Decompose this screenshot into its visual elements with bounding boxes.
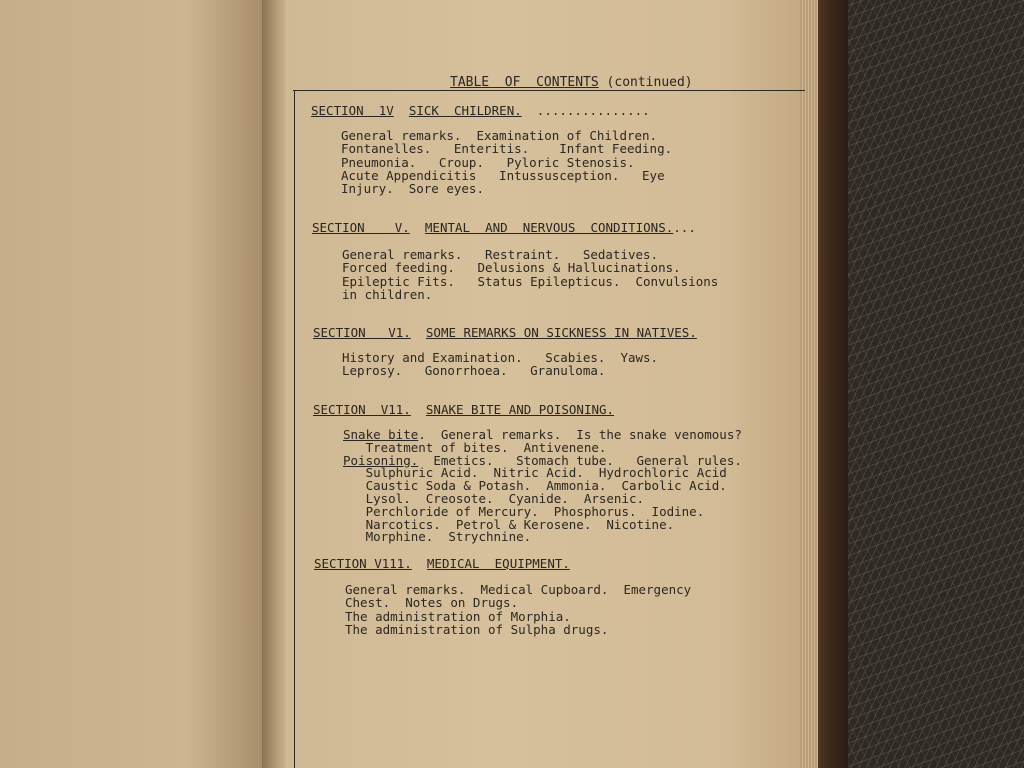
section-dots: ... xyxy=(673,220,696,235)
section-heading xyxy=(312,220,696,235)
entry-line: in children. xyxy=(342,286,433,302)
section-heading xyxy=(314,556,570,571)
entry-line: Narcotics. Petrol & Kerosene. Nicotine. xyxy=(343,516,675,532)
section-body xyxy=(345,583,691,636)
section-dots: ............... xyxy=(521,103,650,118)
poisoning-label: Poisoning. xyxy=(343,452,419,468)
section-title: SOME REMARKS ON SICKNESS IN NATIVES. xyxy=(425,325,697,340)
book-gutter xyxy=(262,0,286,768)
entry-line: Pneumonia. Croup. Pyloric Stenosis. xyxy=(341,154,635,170)
snake-bite-label: Snake bite xyxy=(343,427,419,442)
section-heading xyxy=(313,402,614,417)
entry-line: Leprosy. Gonorrhoea. Granuloma. xyxy=(342,363,606,379)
page-title xyxy=(450,75,693,90)
table-top-rule xyxy=(293,90,805,91)
title-main: TABLE OF CONTENTS xyxy=(450,75,599,90)
entry-line: History and Examination. Scabies. Yaws. xyxy=(342,350,659,365)
section-title: SNAKE BITE AND POISONING. xyxy=(425,402,615,417)
poisoning-text: Emetics. Stomach tube. General rules. xyxy=(418,452,742,468)
snake-bite-text: . General remarks. Is the snake venomous? xyxy=(418,427,742,442)
section-label: SECTION V11. xyxy=(313,402,411,417)
left-page xyxy=(0,0,268,768)
section-body xyxy=(342,351,658,378)
entry-line: Injury. Sore eyes. xyxy=(341,181,484,197)
table-left-rule xyxy=(294,90,295,768)
section-title: MEDICAL EQUIPMENT. xyxy=(426,556,570,571)
entry-line: The administration of Sulpha drugs. xyxy=(345,621,609,637)
pine-needle-ground xyxy=(830,0,1024,768)
entry-line: Acute Appendicitis Intussusception. Eye xyxy=(341,167,665,183)
section-label: SECTION V1. xyxy=(313,325,411,340)
section-heading xyxy=(313,325,697,340)
entry-line: Sulphuric Acid. Nitric Acid. Hydrochloric Acid xyxy=(343,465,727,481)
entry-line: Forced feeding. Delusions & Hallucinations. xyxy=(342,260,681,276)
section-title: SICK CHILDREN. xyxy=(408,103,522,118)
entry-line: General remarks. Medical Cupboard. Emergency xyxy=(345,582,692,597)
entry-line: Perchloride of Mercury. Phosphorus. Iodine. xyxy=(343,503,705,519)
section-body xyxy=(342,248,718,301)
entry-line: Caustic Soda & Potash. Ammonia. Carbolic Acid. xyxy=(343,478,727,494)
entry-line: Treatment of bites. Antivenene. xyxy=(343,439,607,455)
entry-line: Epileptic Fits. Status Epilepticus. Convulsions xyxy=(342,273,719,289)
section-heading xyxy=(311,103,650,118)
entry-line: Morphine. Strychnine. xyxy=(343,529,532,545)
section-label: SECTION 1V xyxy=(311,103,394,118)
section-label: SECTION V111. xyxy=(314,556,412,571)
entry-line: Chest. Notes on Drugs. xyxy=(345,595,519,611)
entry-line: General remarks. Examination of Children. xyxy=(341,128,658,143)
entry-line: Fontanelles. Enteritis. Infant Feeding. xyxy=(341,141,673,157)
entry-line: The administration of Morphia. xyxy=(345,608,571,624)
title-suffix: (continued) xyxy=(598,75,693,90)
section-title: MENTAL AND NERVOUS CONDITIONS. xyxy=(424,220,674,235)
section-body xyxy=(343,429,742,544)
entry-line: Lysol. Creosote. Cyanide. Arsenic. xyxy=(343,490,645,506)
section-label: SECTION V. xyxy=(312,220,410,235)
entry-line: General remarks. Restraint. Sedatives. xyxy=(342,247,659,262)
section-body xyxy=(341,129,672,195)
